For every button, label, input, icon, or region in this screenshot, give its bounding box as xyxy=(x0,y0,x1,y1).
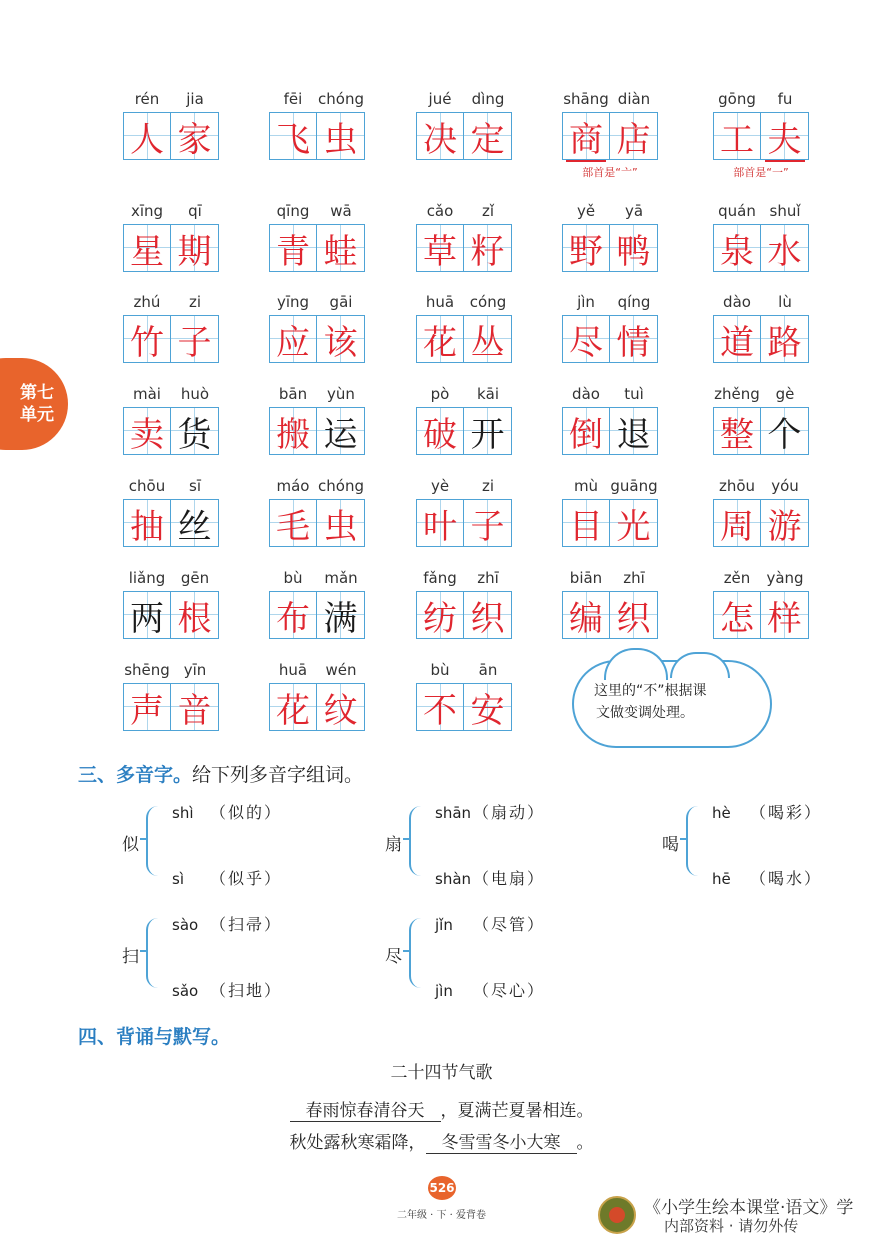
pinyin-syllable: yě xyxy=(576,202,596,220)
hanzi-cell: 商 xyxy=(562,112,610,160)
pinyin-syllable: fēi xyxy=(283,90,303,108)
pinyin-syllable: máo xyxy=(276,477,310,495)
hanzi-cell: 飞 xyxy=(269,112,317,160)
pinyin-syllable: zěn xyxy=(723,569,751,587)
pinyin-syllable: yīng xyxy=(276,293,310,311)
pinyin-row xyxy=(713,569,809,591)
pinyin-syllable: kāi xyxy=(476,385,500,403)
pinyin-syllable: gāi xyxy=(329,293,353,311)
hanzi-cell: 退 xyxy=(610,407,658,455)
pinyin-syllable: shuǐ xyxy=(769,202,801,220)
tianzige-cells xyxy=(416,224,512,272)
pinyin-syllable: quán xyxy=(718,202,756,220)
pinyin-syllable: zǐ xyxy=(481,202,495,220)
tianzige-cells xyxy=(562,407,658,455)
tianzige-cells xyxy=(123,112,219,160)
polyphone-reading-top xyxy=(172,912,282,935)
polyphone-reading-top xyxy=(435,912,545,935)
pinyin-syllable: xīng xyxy=(130,202,164,220)
hanzi-cell: 尽 xyxy=(562,315,610,363)
hanzi-cell: 该 xyxy=(317,315,365,363)
polyphone-reading-bottom xyxy=(172,866,282,889)
pinyin-syllable: jué xyxy=(428,90,452,108)
publisher-logo-icon xyxy=(598,1196,636,1234)
pinyin-syllable: dào xyxy=(572,385,600,403)
reading-pinyin: jìn xyxy=(435,982,453,1000)
polyphone-reading-bottom xyxy=(172,978,282,1001)
pinyin-row xyxy=(123,385,219,407)
hanzi-cell: 叶 xyxy=(416,499,464,547)
pinyin-syllable: ān xyxy=(478,661,498,679)
hanzi-cell: 目 xyxy=(562,499,610,547)
pinyin-row xyxy=(562,385,658,407)
pinyin-syllable: guāng xyxy=(610,477,658,495)
pinyin-row xyxy=(269,293,365,315)
pinyin-syllable: zhōu xyxy=(718,477,756,495)
pinyin-syllable: qíng xyxy=(617,293,651,311)
poem-fill-2: 冬雪雪冬小大寒 xyxy=(426,1128,577,1154)
watermark-title: 《小学生绘本课堂·语文》学 xyxy=(644,1198,854,1218)
pinyin-row xyxy=(562,477,658,499)
reading-pinyin: shàn xyxy=(435,870,472,888)
pinyin-syllable: jia xyxy=(186,90,204,108)
brace xyxy=(146,918,160,988)
hanzi-cell: 个 xyxy=(761,407,809,455)
pinyin-row xyxy=(562,293,658,315)
poem-line-2 xyxy=(0,1128,883,1154)
brace-tip xyxy=(403,950,411,952)
reading-pinyin: sì xyxy=(172,870,184,888)
hanzi-cell: 期 xyxy=(171,224,219,272)
pinyin-syllable: gēn xyxy=(180,569,210,587)
reading-word: （电扇） xyxy=(473,869,546,888)
unit-tab-line2: 单元 xyxy=(20,405,54,425)
radical-underline xyxy=(765,160,805,162)
pinyin-syllable: fǎng xyxy=(423,569,457,587)
hanzi-cell: 两 xyxy=(123,591,171,639)
pinyin-row xyxy=(562,90,658,112)
tianzige-cells xyxy=(123,224,219,272)
grade-text: 二年级 · 下 · 爱背卷 xyxy=(396,1210,487,1221)
pinyin-row xyxy=(713,90,809,112)
hanzi-cell: 织 xyxy=(464,591,512,639)
hanzi-cell: 卖 xyxy=(123,407,171,455)
hanzi-cell: 野 xyxy=(562,224,610,272)
hanzi-cell: 抽 xyxy=(123,499,171,547)
reading-pinyin: jǐn xyxy=(435,916,453,934)
pinyin-syllable: yè xyxy=(430,477,450,495)
pinyin-syllable: dìng xyxy=(471,90,505,108)
reading-pinyin: hè xyxy=(712,804,731,822)
hanzi-cell: 花 xyxy=(269,683,317,731)
hanzi-cell: 工 xyxy=(713,112,761,160)
hanzi-cell: 丛 xyxy=(464,315,512,363)
tianzige-cells xyxy=(562,499,658,547)
tianzige-cells xyxy=(123,315,219,363)
pinyin-syllable: zhěng xyxy=(714,385,760,403)
section4-heading xyxy=(78,1022,230,1049)
section3-heading xyxy=(78,760,363,787)
pinyin-syllable: huā xyxy=(278,661,308,679)
poem-title: 二十四节气歌 xyxy=(390,1063,493,1083)
brace-tip xyxy=(140,950,148,952)
tianzige-cells xyxy=(713,112,809,160)
poem-line2-start: 秋处露秋寒霜降， xyxy=(289,1133,426,1153)
pinyin-syllable: sī xyxy=(189,477,201,495)
polyphone-group xyxy=(385,800,625,890)
hanzi-cell: 编 xyxy=(562,591,610,639)
tianzige-cells xyxy=(562,224,658,272)
pinyin-syllable: zhú xyxy=(133,293,161,311)
pinyin-syllable: jìn xyxy=(577,293,595,311)
hanzi-cell: 泉 xyxy=(713,224,761,272)
hanzi-cell: 水 xyxy=(761,224,809,272)
tianzige-cells xyxy=(269,591,365,639)
pinyin-syllable: qī xyxy=(188,202,202,220)
pinyin-row xyxy=(123,90,219,112)
hanzi-cell: 路 xyxy=(761,315,809,363)
hanzi-cell: 丝 xyxy=(171,499,219,547)
hanzi-cell: 毛 xyxy=(269,499,317,547)
pinyin-syllable: yóu xyxy=(771,477,799,495)
hanzi-cell: 倒 xyxy=(562,407,610,455)
unit-tab xyxy=(0,358,68,450)
pinyin-row xyxy=(416,293,512,315)
reading-pinyin: sào xyxy=(172,916,199,934)
polyphone-char: 扇 xyxy=(385,835,402,855)
reading-pinyin: shān xyxy=(435,804,472,822)
hanzi-cell: 声 xyxy=(123,683,171,731)
section3-instruction: 给下列多音字组词。 xyxy=(192,764,364,786)
hanzi-cell: 情 xyxy=(610,315,658,363)
reading-word: （扫帚） xyxy=(210,915,283,934)
hanzi-cell: 布 xyxy=(269,591,317,639)
hanzi-cell: 满 xyxy=(317,591,365,639)
tianzige-cells xyxy=(269,224,365,272)
tianzige-cells xyxy=(562,112,658,160)
pinyin-syllable: lù xyxy=(778,293,792,311)
pinyin-row xyxy=(416,569,512,591)
hanzi-cell: 店 xyxy=(610,112,658,160)
hanzi-cell: 整 xyxy=(713,407,761,455)
hanzi-cell: 道 xyxy=(713,315,761,363)
hanzi-cell: 星 xyxy=(123,224,171,272)
brace xyxy=(686,806,700,876)
tianzige-cells xyxy=(123,591,219,639)
pinyin-syllable: dào xyxy=(723,293,751,311)
hanzi-cell: 花 xyxy=(416,315,464,363)
hanzi-cell: 周 xyxy=(713,499,761,547)
polyphone-char: 似 xyxy=(122,835,139,855)
hanzi-cell: 安 xyxy=(464,683,512,731)
hanzi-cell: 应 xyxy=(269,315,317,363)
pinyin-syllable: yīn xyxy=(183,661,207,679)
polyphone-reading-bottom xyxy=(435,866,545,889)
hanzi-cell: 根 xyxy=(171,591,219,639)
pinyin-row xyxy=(416,385,512,407)
hanzi-cell: 运 xyxy=(317,407,365,455)
pinyin-row xyxy=(562,202,658,224)
polyphone-char: 尽 xyxy=(385,947,402,967)
pinyin-syllable: huò xyxy=(180,385,210,403)
pinyin-syllable: chóng xyxy=(318,477,364,495)
pinyin-syllable: bù xyxy=(283,569,303,587)
hanzi-cell: 竹 xyxy=(123,315,171,363)
tianzige-cells xyxy=(269,112,365,160)
pinyin-syllable: gè xyxy=(775,385,795,403)
pinyin-row xyxy=(416,661,512,683)
reading-word: （喝水） xyxy=(750,869,823,888)
section3-label: 三、多音字。 xyxy=(78,764,193,786)
hanzi-cell: 开 xyxy=(464,407,512,455)
cloud-note xyxy=(572,660,772,748)
polyphone-reading-top xyxy=(712,800,822,823)
hanzi-cell: 家 xyxy=(171,112,219,160)
pinyin-syllable: cǎo xyxy=(426,202,454,220)
hanzi-cell: 夫 xyxy=(761,112,809,160)
pinyin-syllable: zhī xyxy=(623,569,645,587)
pinyin-row xyxy=(123,661,219,683)
pinyin-row xyxy=(269,661,365,683)
tianzige-cells xyxy=(269,315,365,363)
polyphone-reading-bottom xyxy=(435,978,545,1001)
hanzi-cell: 籽 xyxy=(464,224,512,272)
polyphone-char: 喝 xyxy=(662,835,679,855)
reading-pinyin: hē xyxy=(712,870,731,888)
pinyin-syllable: gōng xyxy=(718,90,756,108)
pinyin-syllable: yā xyxy=(624,202,644,220)
tianzige-cells xyxy=(562,315,658,363)
hanzi-cell: 不 xyxy=(416,683,464,731)
pinyin-row xyxy=(416,90,512,112)
tianzige-cells xyxy=(269,407,365,455)
cloud-note-line2: 文做变调处理。 xyxy=(596,705,694,721)
reading-word: （尽管） xyxy=(473,915,546,934)
pinyin-syllable: zi xyxy=(188,293,202,311)
tianzige-cells xyxy=(562,591,658,639)
pinyin-syllable: huā xyxy=(425,293,455,311)
polyphone-char: 扫 xyxy=(122,947,139,967)
cloud-note-line1: 这里的“不”根据课 xyxy=(594,683,707,699)
tianzige-cells xyxy=(123,407,219,455)
pinyin-syllable: shēng xyxy=(124,661,170,679)
reading-word: （似的） xyxy=(210,803,283,822)
pinyin-syllable: mǎn xyxy=(324,569,358,587)
tianzige-cells xyxy=(416,112,512,160)
brace-tip xyxy=(680,838,688,840)
polyphone-reading-bottom xyxy=(712,866,822,889)
tianzige-cells xyxy=(416,683,512,731)
tianzige-cells xyxy=(713,591,809,639)
pinyin-syllable: zhī xyxy=(477,569,499,587)
pinyin-syllable: liǎng xyxy=(128,569,166,587)
pinyin-syllable: cóng xyxy=(469,293,507,311)
hanzi-cell: 纺 xyxy=(416,591,464,639)
hanzi-cell: 人 xyxy=(123,112,171,160)
pinyin-row xyxy=(269,569,365,591)
pinyin-syllable: mù xyxy=(573,477,599,495)
hanzi-cell: 子 xyxy=(464,499,512,547)
pinyin-row xyxy=(123,202,219,224)
poem-line1-rest: ，夏满芒夏暑相连。 xyxy=(440,1101,594,1121)
hanzi-cell: 虫 xyxy=(317,112,365,160)
tianzige-cells xyxy=(416,591,512,639)
pinyin-row xyxy=(713,385,809,407)
pinyin-syllable: biān xyxy=(569,569,603,587)
pinyin-syllable: yùn xyxy=(327,385,355,403)
hanzi-cell: 青 xyxy=(269,224,317,272)
hanzi-cell: 纹 xyxy=(317,683,365,731)
pinyin-syllable: bù xyxy=(430,661,450,679)
pinyin-syllable: diàn xyxy=(617,90,651,108)
pinyin-syllable: pò xyxy=(430,385,450,403)
reading-word: （扇动） xyxy=(473,803,546,822)
pinyin-row xyxy=(713,202,809,224)
reading-pinyin: sǎo xyxy=(172,982,199,1000)
pinyin-row xyxy=(123,569,219,591)
hanzi-cell: 样 xyxy=(761,591,809,639)
pinyin-row xyxy=(123,477,219,499)
hanzi-cell: 子 xyxy=(171,315,219,363)
reading-word: （似乎） xyxy=(210,869,283,888)
tianzige-cells xyxy=(713,224,809,272)
tianzige-cells xyxy=(269,683,365,731)
reading-pinyin: shì xyxy=(172,804,194,822)
hanzi-cell: 怎 xyxy=(713,591,761,639)
brace xyxy=(409,806,423,876)
pinyin-syllable: rén xyxy=(134,90,160,108)
hanzi-cell: 鸭 xyxy=(610,224,658,272)
pinyin-syllable: bān xyxy=(278,385,308,403)
pinyin-row xyxy=(269,202,365,224)
reading-word: （喝彩） xyxy=(750,803,823,822)
pinyin-row xyxy=(269,477,365,499)
polyphone-group xyxy=(122,800,362,890)
poem-line-1 xyxy=(0,1096,883,1122)
pinyin-row xyxy=(713,293,809,315)
tianzige-cells xyxy=(713,315,809,363)
polyphone-reading-top xyxy=(172,800,282,823)
brace-tip xyxy=(403,838,411,840)
reading-word: （扫地） xyxy=(210,981,283,1000)
hanzi-cell: 定 xyxy=(464,112,512,160)
hanzi-cell: 光 xyxy=(610,499,658,547)
section4-label: 四、背诵与默写。 xyxy=(78,1026,231,1048)
poem-line2-end: 。 xyxy=(576,1133,594,1153)
hanzi-cell: 草 xyxy=(416,224,464,272)
brace-tip xyxy=(140,838,148,840)
polyphone-group xyxy=(662,800,883,890)
reading-word: （尽心） xyxy=(473,981,546,1000)
radical-note: 部首是“亠” xyxy=(582,166,638,179)
unit-tab-line1: 第七 xyxy=(20,383,54,403)
tianzige-cells xyxy=(269,499,365,547)
pinyin-syllable: yàng xyxy=(766,569,804,587)
pinyin-row xyxy=(416,202,512,224)
pinyin-row xyxy=(269,90,365,112)
pinyin-row xyxy=(713,477,809,499)
poem-fill-1: 春雨惊春清谷天 xyxy=(290,1096,441,1122)
radical-underline xyxy=(566,160,606,162)
tianzige-cells xyxy=(416,499,512,547)
hanzi-cell: 虫 xyxy=(317,499,365,547)
watermark-notice: 内部资料 · 请勿外传 xyxy=(664,1217,799,1235)
hanzi-cell: 织 xyxy=(610,591,658,639)
polyphone-group xyxy=(385,912,625,1002)
tianzige-cells xyxy=(416,407,512,455)
hanzi-cell: 游 xyxy=(761,499,809,547)
page-number: 526 xyxy=(428,1176,456,1200)
pinyin-row xyxy=(416,477,512,499)
pinyin-syllable: zi xyxy=(481,477,495,495)
hanzi-cell: 货 xyxy=(171,407,219,455)
pinyin-syllable: tuì xyxy=(624,385,644,403)
pinyin-syllable: fu xyxy=(777,90,793,108)
pinyin-syllable: qīng xyxy=(276,202,310,220)
hanzi-cell: 音 xyxy=(171,683,219,731)
tianzige-cells xyxy=(713,499,809,547)
hanzi-cell: 破 xyxy=(416,407,464,455)
hanzi-cell: 搬 xyxy=(269,407,317,455)
tianzige-cells xyxy=(713,407,809,455)
polyphone-group xyxy=(122,912,362,1002)
pinyin-syllable: chóng xyxy=(318,90,364,108)
radical-note: 部首是“一” xyxy=(733,166,789,179)
brace xyxy=(146,806,160,876)
hanzi-cell: 决 xyxy=(416,112,464,160)
pinyin-syllable: mài xyxy=(133,385,161,403)
pinyin-syllable: wén xyxy=(325,661,357,679)
pinyin-syllable: shāng xyxy=(563,90,609,108)
pinyin-row xyxy=(123,293,219,315)
pinyin-row xyxy=(269,385,365,407)
pinyin-row xyxy=(562,569,658,591)
brace xyxy=(409,918,423,988)
hanzi-cell: 蛙 xyxy=(317,224,365,272)
tianzige-cells xyxy=(123,683,219,731)
pinyin-syllable: chōu xyxy=(128,477,166,495)
pinyin-syllable: wā xyxy=(330,202,352,220)
tianzige-cells xyxy=(123,499,219,547)
polyphone-reading-top xyxy=(435,800,545,823)
tianzige-cells xyxy=(416,315,512,363)
